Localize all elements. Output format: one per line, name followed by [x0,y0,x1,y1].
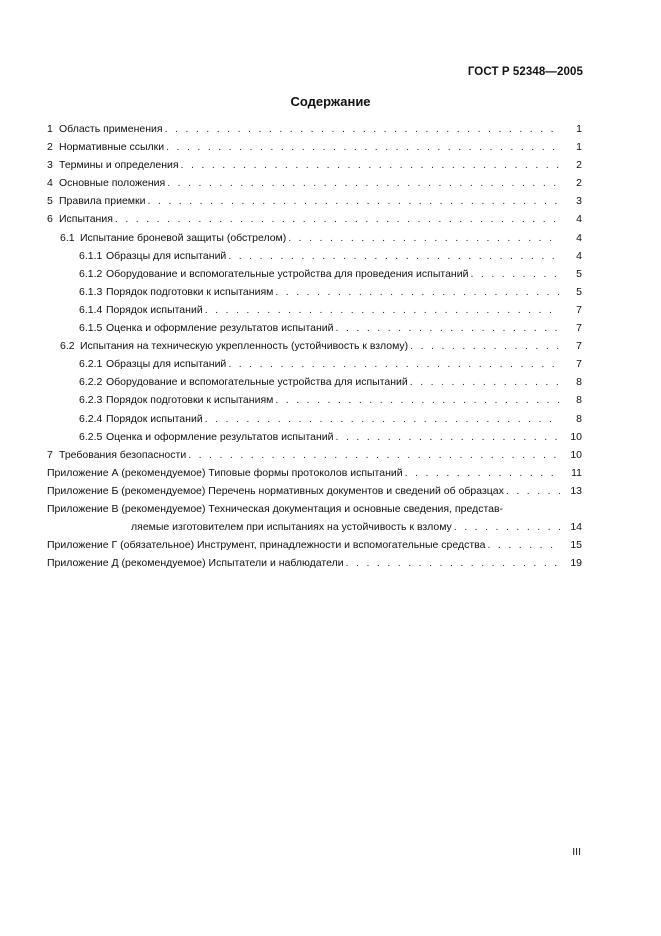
toc-entry-title: Оценка и оформление результатов испытаний [106,430,334,443]
toc-entry-title: Приложение Б (рекомендуемое) Перечень нормативных документов и сведений об образцах [47,484,504,497]
toc-entry [47,355,582,373]
toc-entry-page: 4 [576,213,582,226]
dot-leader [228,355,560,373]
table-of-contents [47,120,582,572]
toc-entry [47,156,582,174]
toc-entry-number: 6.1.5 [79,322,103,335]
toc-entry [47,120,582,138]
toc-entry-title: Испытания [59,213,113,226]
toc-entry [47,283,582,301]
toc-entry-title: Приложение Г (обязательное) Инструмент, принадлежности и вспомогательные средства [47,539,486,552]
toc-entry-title: Приложение Д (рекомендуемое) Испытатели и наблюдатели [47,557,344,570]
toc-entry-title: Приложение А (рекомендуемое) Типовые формы протоколов испытаний [47,466,403,479]
dot-leader [275,391,560,409]
toc-entry [47,229,582,247]
toc-entry-page: 11 [571,466,582,479]
toc-entry [47,319,582,337]
toc-entry [47,391,582,409]
toc-entry-title: Испытания на техническую укрепленность (устойчивость к взлому) [80,340,409,353]
dot-leader [506,482,560,500]
toc-entry-page: 8 [576,394,582,407]
toc-entry-number: 6.1.1 [79,249,103,262]
dot-leader [410,373,560,391]
toc-entry-title: Термины и определения [59,159,179,172]
toc-entry-title: ляемые изготовителем при испытаниях на устойчивость к взлому [131,521,452,534]
document-header: ГОСТ Р 52348—2005 [467,66,583,78]
toc-entry-page: 1 [576,123,582,135]
toc-entry-page: 8 [576,376,582,389]
toc-entry [47,410,582,428]
toc-entry [47,536,582,554]
toc-entry-number: 6.2.5 [79,430,103,443]
toc-entry-title: Образцы для испытаний [106,249,227,262]
dot-leader [346,554,560,572]
toc-entry-number: 5 [47,195,53,208]
toc-entry-page: 15 [570,539,582,552]
page-number: III [572,846,581,858]
dot-leader [205,301,560,319]
toc-entry-page: 7 [576,340,582,353]
dot-leader [188,446,560,464]
toc-entry-page: 8 [576,412,582,425]
dot-leader [165,120,560,138]
toc-entry-title: Область применения [59,123,163,135]
dot-leader [470,265,560,283]
toc-entry-page: 5 [576,285,582,298]
toc-entry-number: 6.1.3 [79,285,103,298]
toc-entry-number: 6.1.2 [79,267,103,280]
dot-leader [167,174,560,192]
toc-entry-number: 6 [47,213,53,226]
toc-entry-title: Оценка и оформление результатов испытаний [106,322,334,335]
dot-leader [336,428,560,446]
dot-leader [228,247,560,265]
toc-entry-number: 6.1 [60,231,75,244]
dot-leader [275,283,560,301]
dot-leader [410,337,560,355]
dot-leader [205,410,560,428]
toc-entry-page: 2 [576,177,582,190]
toc-entry-page: 4 [576,231,582,244]
toc-entry [47,210,582,228]
toc-entry-number: 3 [47,159,53,172]
toc-entry-page: 10 [570,448,582,461]
dot-leader [115,210,560,228]
toc-entry [47,554,582,572]
toc-entry-title: Правила приемки [59,195,146,208]
toc-entry-title: Порядок испытаний [106,303,203,316]
toc-entry [47,500,582,518]
toc-entry-title: Образцы для испытаний [106,358,227,371]
page-title: Содержание [290,94,371,109]
toc-entry-page: 2 [576,159,582,172]
dot-leader [336,319,560,337]
toc-entry-page: 14 [570,521,582,534]
toc-entry [47,265,582,283]
toc-entry [47,174,582,192]
toc-entry [47,518,582,536]
toc-entry-title: Нормативные ссылки [59,141,165,154]
toc-entry [47,373,582,391]
dot-leader [454,518,560,536]
toc-entry [47,301,582,319]
dot-leader [487,536,560,554]
toc-entry-title: Основные положения [59,177,166,190]
toc-entry-title: Порядок подготовки к испытаниям [106,285,274,298]
toc-entry-page: 19 [570,557,582,570]
toc-entry-title: Требования безопасности [59,448,187,461]
dot-leader [181,156,560,174]
toc-entry-number: 2 [47,141,53,154]
toc-entry-page: 7 [576,358,582,371]
dot-leader [166,138,560,156]
toc-entry-page: 10 [570,430,582,443]
toc-entry-page: 4 [576,249,582,262]
toc-entry [47,482,582,500]
toc-entry [47,428,582,446]
toc-entry-number: 6.2.1 [79,358,103,371]
toc-entry-number: 6.2.4 [79,412,103,425]
toc-entry [47,464,582,482]
toc-entry [47,337,582,355]
toc-entry-number: 1 [47,123,53,135]
toc-entry-page: 5 [576,267,582,280]
toc-entry-number: 4 [47,177,53,190]
toc-entry-title: Оборудование и вспомогательные устройства для проведения испытаний [106,267,469,280]
toc-entry [47,192,582,210]
dot-leader [288,229,560,247]
toc-entry-page: 7 [576,322,582,335]
toc-entry-title: Порядок испытаний [106,412,203,425]
toc-entry-number: 6.1.4 [79,303,103,316]
toc-entry [47,446,582,464]
toc-entry-number: 6.2 [60,340,75,353]
dot-leader [405,464,560,482]
toc-entry-number: 6.2.3 [79,394,103,407]
toc-entry-number: 7 [47,448,53,461]
toc-entry-title: Приложение В (рекомендуемое) Техническая документация и основные сведения, представ- [47,502,504,515]
toc-entry-page: 13 [570,484,582,497]
toc-entry [47,247,582,265]
toc-entry-title: Испытание броневой защиты (обстрелом) [80,231,287,244]
toc-entry-page: 1 [576,141,582,154]
dot-leader [147,192,560,210]
toc-entry-page: 3 [576,195,582,208]
toc-entry-number: 6.2.2 [79,376,103,389]
toc-entry-title: Порядок подготовки к испытаниям [106,394,274,407]
toc-entry [47,138,582,156]
toc-entry-title: Оборудование и вспомогательные устройства для испытаний [106,376,408,389]
toc-entry-page: 7 [576,303,582,316]
